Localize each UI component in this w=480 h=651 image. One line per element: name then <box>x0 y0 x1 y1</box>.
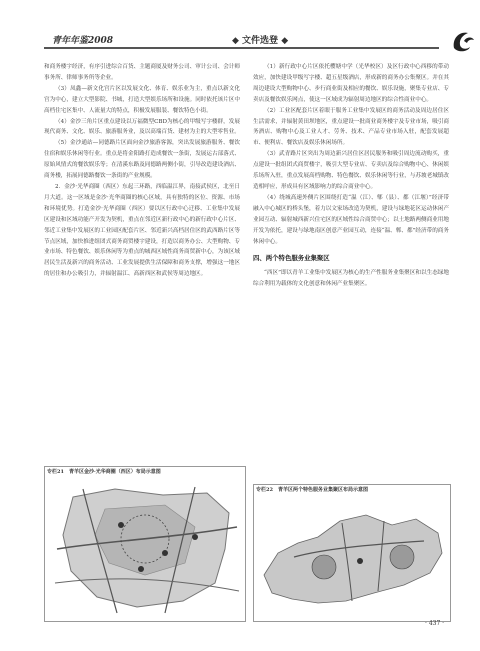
district-map <box>45 479 245 619</box>
paragraph: （4）金沙三角片区重点建设以万福微型CBD为核心的甲级写字楼群，发展现代商务、文化、娱乐、旅游服务业，及以高端百货、建材为主的大型零售业。 <box>44 118 240 136</box>
yearbook-logo-icon <box>450 28 476 54</box>
section-heading: ◆ 文件选登 ◆ <box>232 36 289 46</box>
paragraph: （4）绕城高速外侧片区围绕打造“温（江）、郫（县）、都（江堰）”经济带融入中心城区的桥头堡，着力以文家场改造为契机，建设与绿地花区运动休闲产业园互动、辐射城西新兴住宅区的区域性综合商贸中心；以土地路两侧商业用地开发为依托，建设与绿地南区创意产业园互动，连接“温、郫、都”经济带的商务休闲中心。 <box>253 194 449 245</box>
map-caption: 专栏21 青羊区金沙·光华商圈（西区）布局示意图 <box>47 469 161 475</box>
page-number: · 437 · <box>425 620 445 627</box>
paragraph: （5）金沙通站—同德路片区面向金沙旅游客源，突出发展旅游服务、餐饮住宿和娱乐休闲等行业。重点是将金阳路打造成餐饮一条街，发展运古部落式、原始风情式的餐饮娱乐等；在清溪东路及同德路两侧小街，引导改造建设酒店、商务楼，拓展同德路餐饮一条街的产业规模。 <box>44 140 240 180</box>
map-caption: 专栏22 青羊区两个特色服务业集聚区布局示意图 <box>256 487 368 493</box>
map-figure-22 <box>253 484 451 622</box>
paragraph: （1）新行政中心片区依托樱塘中学（光华校区）及区行政中心西移的带动效应，加快建设甲级写字楼、超五星级酒店，形成新的商务办公集聚区。并在其周边建设大型购物中心、步行商业街及相应的餐饮、娱乐设施，聚集专业店、专卖店及餐饮娱乐网点，使这一区域成为辐射周边地区的综合性商业中心。 <box>253 64 449 103</box>
map-figure-21 <box>44 466 246 622</box>
district-map <box>254 497 450 619</box>
paragraph: （2）工业区配套片区着眼于服务工业集中发展区的商务活动及周边居住区生活需求，并辐射黄田坝地区，重点建设一批商业商务楼宇及专业市场，吸引商务酒店、购物中心及工业人才、劳务、技术、产品专业市场入驻，配套发展超市、便利店、餐饮店及娱乐休闲场所。 <box>253 107 449 147</box>
paragraph: 和商务楼宇经济，有序引进综合百货、主题商厦及财务公司、审计公司、会计师事务所、律师事务所等企业。 <box>44 64 240 81</box>
left-column <box>44 62 240 280</box>
paragraph: （3）凤鑫—新文化宫片区以发展文化、体育、娱乐业为主，重点以新文化宫为中心，建立大型影院、书城，打造大型娱乐场所和设施。同时依托该片区中高档住宅区集中、人流量大的特点，积极发展服装、餐饮特色小街。 <box>44 85 240 114</box>
section-title: 四、两个特色服务业集聚区 <box>253 254 330 263</box>
right-column <box>253 62 449 290</box>
paragraph: 2．金沙·光华商圈（西区）东起三环路，西临温江界，南接武侯区，北至日月大道。这一区域是金沙·光华商圈的核心区域，具有独特的区位、资源、市场和环境优势。打造金沙·光华商圈（西区）要以区行政中心迁移、工业集中发展区建设和区域功能产开发为契机，重点在邻近区新行政中心的新行政中心片区、邻近工业集中发展区的工业园区配套片区、邻近新兴高档居住区的武西路片区等节点区域，加快推进组团式商务商贸楼宇建设，打造以商务办公、大型购物、专业市场、特色餐饮、娱乐休闲等为重点的城西区域性商务商贸新中心，为该区域居民生活及新兴的商务活动、工业发展提供生活保障和商务支撑，增强这一地区的居住和办公吸引力，并辐射温江、高新西区和武侯等周边地区。 <box>44 183 240 278</box>
page-header <box>44 30 454 50</box>
section-paragraph: “西区”即以青羊工业集中发展区为核心的生产性服务业集聚区和以生态绿地综合利用为载体的文化创意和休闲产业集聚区。 <box>253 270 449 288</box>
header-rule <box>44 47 439 49</box>
journal-title: 青年年鉴2008 <box>52 36 114 46</box>
paragraph: （3）武青路片区突出为周边新兴居住区居民服务和吸引周边流动购买，重点建设一批组团式商贸楼宇，吸引大型专业店、专卖店及综合购物中心、休闲娱乐场所入驻，重点发展高档购物、特色餐饮、娱乐休闲等行业，与苏坡老城镇改造相呼应，形成具有区域影响力的综合商业中心。 <box>253 151 449 190</box>
